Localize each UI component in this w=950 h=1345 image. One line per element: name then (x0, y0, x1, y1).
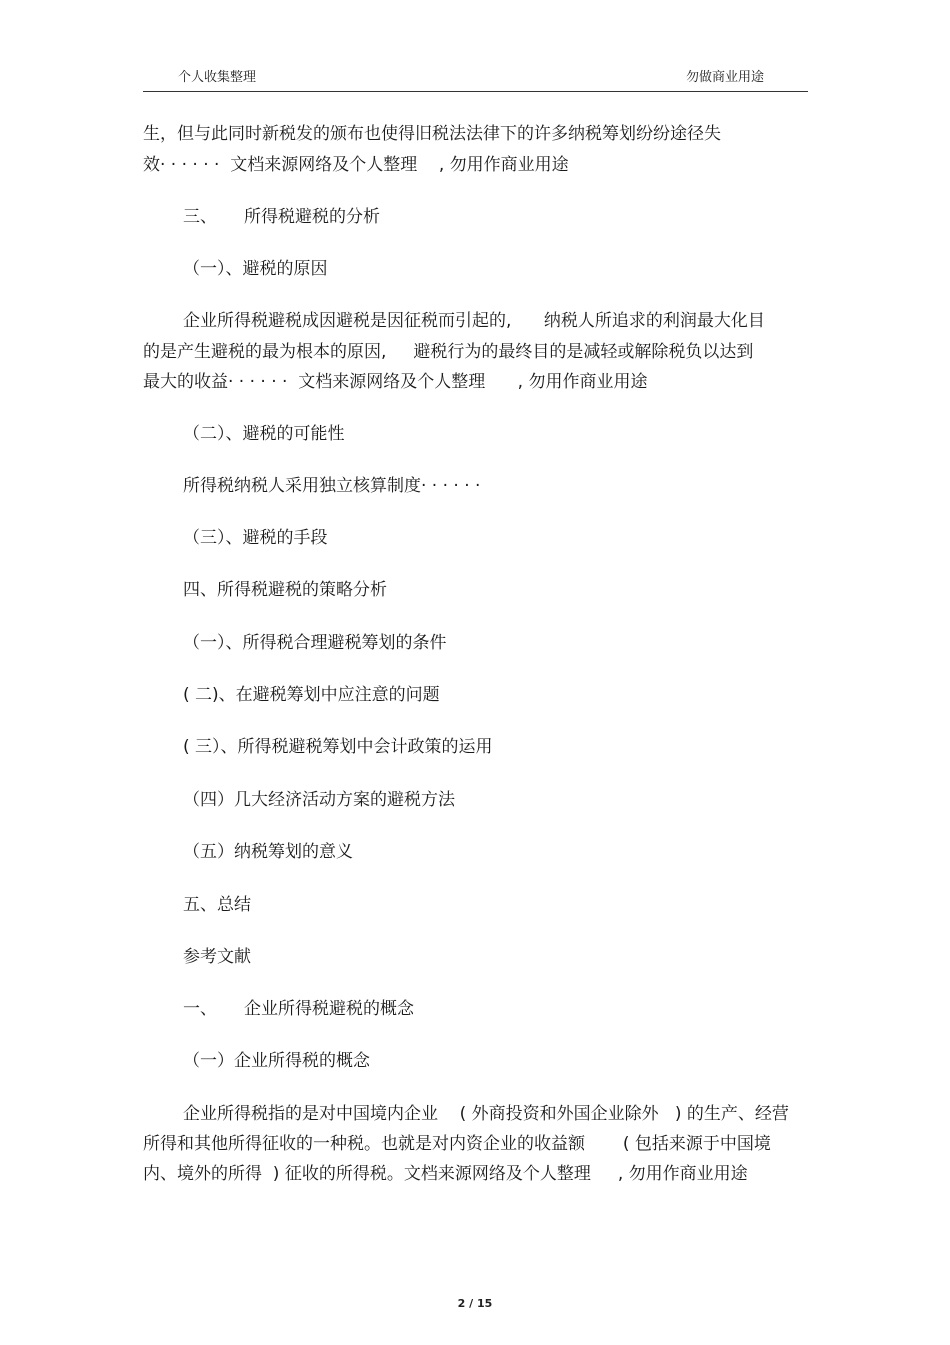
section-heading: 五、总结 (183, 895, 251, 915)
section-heading: 一、 企业所得税避税的概念 (183, 999, 415, 1019)
body-line: 的是产生避税的最为根本的原因, 避税行为的最终目的是减轻或解除税负以达到 (143, 342, 754, 362)
subsection-heading: （四）几大经济活动方案的避税方法 (183, 790, 455, 810)
body-line: 内、境外的所得 ) 征收的所得税。文档来源网络及个人整理 , 勿用作商业用途 (143, 1164, 748, 1184)
body-line: 企业所得税指的是对中国境内企业 ( 外商投资和外国企业除外 ) 的生产、经营 (183, 1104, 789, 1124)
section-heading: 四、所得税避税的策略分析 (183, 580, 387, 600)
body-line: 所得和其他所得征收的一种税。也就是对内资企业的收益额 ( 包括来源于中国境 (143, 1134, 771, 1154)
section-heading: 三、 所得税避税的分析 (183, 207, 381, 227)
subsection-heading: （五）纳税筹划的意义 (183, 842, 353, 862)
subsection-heading: （三）、避税的手段 (183, 528, 328, 548)
subsection-heading: ( 二)、在避税筹划中应注意的问题 (183, 685, 440, 705)
page-number: 2 / 15 (457, 1297, 493, 1310)
body-line: 企业所得税避税成因避税是因征税而引起的, 纳税人所追求的利润最大化目 (183, 311, 765, 331)
header-right-text: 勿做商业用途 (685, 70, 764, 85)
subsection-heading: ( 三）、所得税避税筹划中会计政策的运用 (183, 737, 493, 757)
body-line: 生，但与此同时新税发的颁布也使得旧税法法律下的许多纳税筹划纷纷途径失 (143, 124, 721, 144)
body-line: 效· · · · · · 文档来源网络及个人整理 , 勿用作商业用途 (143, 155, 569, 175)
body-line: 最大的收益· · · · · · 文档来源网络及个人整理 , 勿用作商业用途 (143, 372, 648, 392)
body-line: 所得税纳税人采用独立核算制度· · · · · · (183, 476, 481, 496)
subsection-heading: （一）、所得税合理避税筹划的条件 (183, 633, 447, 653)
section-heading: 参考文献 (183, 947, 251, 967)
subsection-heading: （一）、避税的原因 (183, 259, 328, 279)
header-left-text: 个人收集整理 (178, 70, 257, 85)
subsection-heading: （一）企业所得税的概念 (183, 1051, 370, 1071)
subsection-heading: （二）、避税的可能性 (183, 424, 345, 444)
header-divider (143, 91, 808, 92)
